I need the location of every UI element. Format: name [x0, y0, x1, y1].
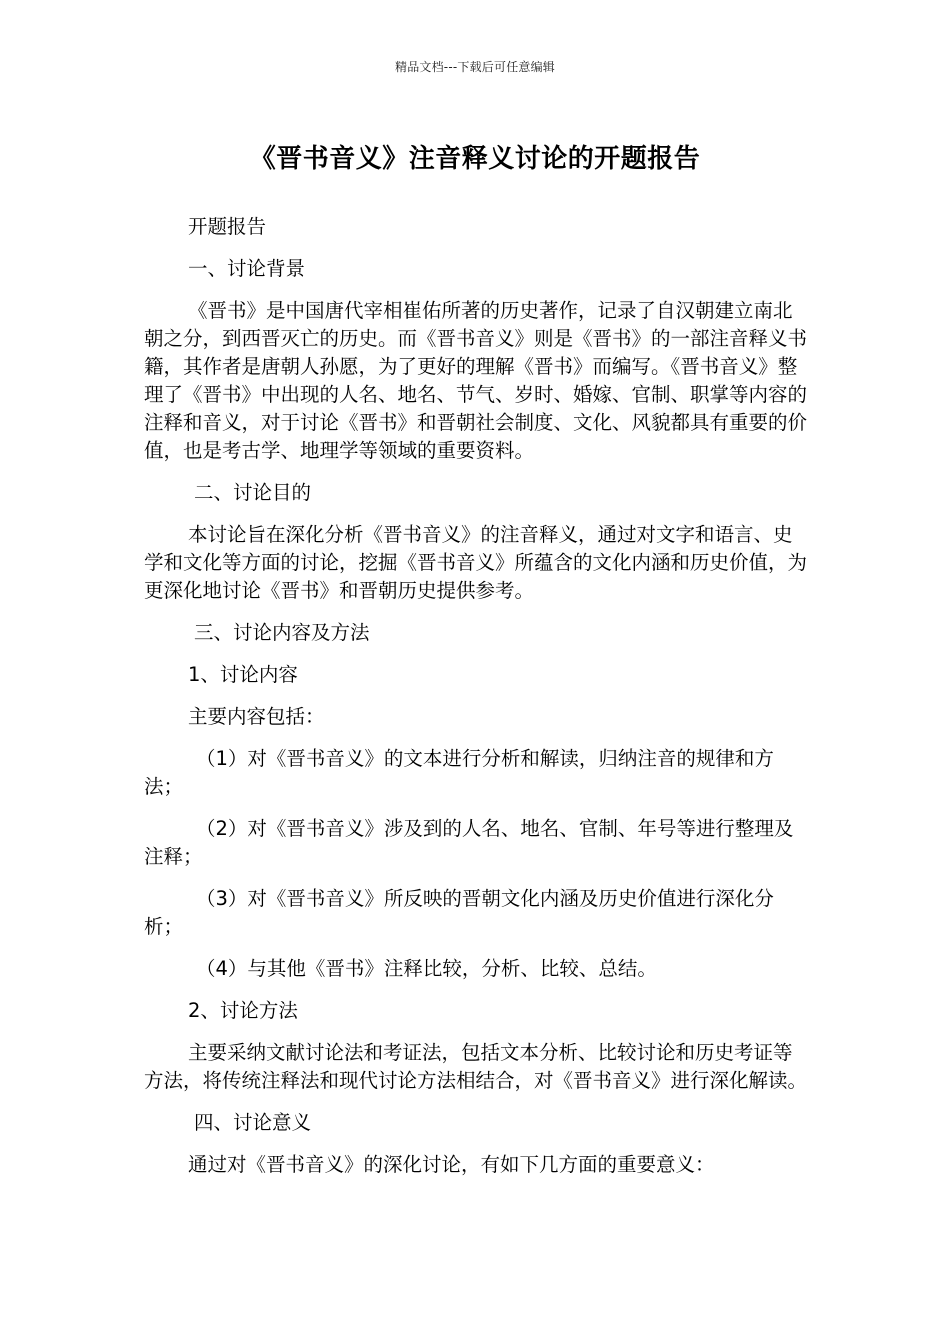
heading-significance: 四、讨论意义 [194, 1111, 312, 1134]
document-body [144, 213, 808, 1193]
list-item: （1）对《晋书音义》的文本进行分析和解读，归纳注音的规律和方法； [144, 747, 774, 798]
paragraph-purpose: 本讨论旨在深化分析《晋书音义》的注音释义，通过对文字和语言、史学和文化等方面的讨论，挖掘《晋书音义》所蕴含的文化内涵和历史价值，为更深化地讨论《晋书》和晋朝历史提供参考。 [144, 523, 808, 602]
section-label-proposal: 开题报告 [188, 215, 267, 238]
page-header-note: 精品文档---下载后可任意编辑 [395, 60, 555, 74]
heading-background: 一、讨论背景 [188, 257, 306, 280]
subheading-content: 1、讨论内容 [188, 663, 298, 686]
subheading-method: 2、讨论方法 [188, 999, 298, 1022]
list-item: （4）与其他《晋书》注释比较，分析、比较、总结。 [196, 957, 657, 980]
heading-purpose: 二、讨论目的 [194, 481, 312, 504]
paragraph-background: 《晋书》是中国唐代宰相崔佑所著的历史著作，记录了自汉朝建立南北朝之分，到西晋灭亡的历史。而《晋书音义》则是《晋书》的一部注音释义书籍，其作者是唐朝人孙愿，为了更好的理解《晋书》而编写。《晋书音义》整理了《晋书》中出现的人名、地名、节气、岁时、婚嫁、官制、职掌等内容的注释和音义，对于讨论《晋书》和晋朝社会制度、文化、风貌都具有重要的价值，也是考古学、地理学等领域的重要资料。 [144, 299, 808, 462]
paragraph-content-intro: 主要内容包括： [188, 705, 325, 728]
document-title: 《晋书音义》注音释义讨论的开题报告 [249, 144, 701, 174]
heading-content-method: 三、讨论内容及方法 [194, 621, 370, 644]
paragraph-significance-intro: 通过对《晋书音义》的深化讨论，有如下几方面的重要意义： [188, 1153, 715, 1176]
paragraph-method: 主要采纳文献讨论法和考证法，包括文本分析、比较讨论和历史考证等方法，将传统注释法和现代讨论方法相结合，对《晋书音义》进行深化解读。 [144, 1041, 808, 1092]
list-item: （3）对《晋书音义》所反映的晋朝文化内涵及历史价值进行深化分析； [144, 887, 774, 938]
list-item: （2）对《晋书音义》涉及到的人名、地名、官制、年号等进行整理及注释； [144, 817, 794, 868]
